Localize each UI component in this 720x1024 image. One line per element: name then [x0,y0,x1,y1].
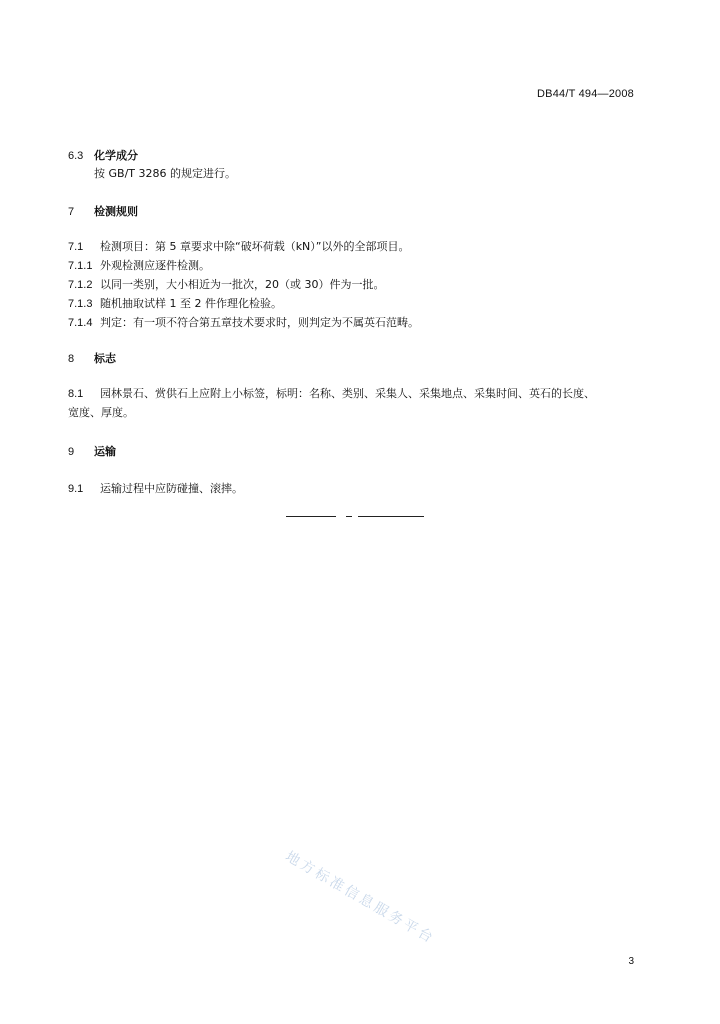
clause-7-1 [68,240,410,254]
clause-number: 7.1.4 [68,317,93,329]
clause-text: 判定：有一项不符合第五章技术要求时，则判定为不属英石范畴。 [100,316,419,329]
clause-number: 8.1 [68,388,84,400]
section-title: 检测规则 [94,205,138,218]
clause-text: 外观检测应逐件检测。 [100,259,210,272]
clause-text: 随机抽取试样 1 至 2 件作理化检验。 [100,297,282,310]
section-7-heading [68,205,138,219]
clause-8-1 [68,387,595,401]
section-6-3-body: 按 GB/T 3286 的规定进行。 [94,167,236,180]
section-number: 8 [68,353,75,365]
clause-number: 7.1.1 [68,260,93,272]
section-title: 运输 [94,445,116,458]
section-8-heading [68,352,116,366]
clause-number: 7.1.3 [68,298,93,310]
end-of-document-rule [286,516,424,517]
section-number: 9 [68,446,75,458]
clause-number: 7.1 [68,241,84,253]
section-title: 化学成分 [94,149,138,162]
section-title: 标志 [94,352,116,365]
clause-number: 9.1 [68,483,84,495]
section-9-heading [68,445,116,459]
clause-7-1-1 [68,259,210,273]
clause-7-1-4 [68,316,419,330]
clause-8-1-continuation: 宽度、厚度。 [68,406,134,419]
clause-9-1 [68,482,243,496]
clause-text: 以同一类别，大小相近为一批次，20（或 30）件为一批。 [100,278,385,291]
section-number: 6.3 [68,150,84,162]
clause-text: 运输过程中应防碰撞、滚摔。 [100,482,243,495]
document-code: DB44/T 494—2008 [537,88,634,100]
clause-7-1-2 [68,278,385,292]
clause-text: 检测项目：第 5 章要求中除“破坏荷载（kN）”以外的全部项目。 [100,240,410,253]
section-number: 7 [68,206,75,218]
clause-number: 7.1.2 [68,279,93,291]
watermark: 地方标准信息服务平台 [282,848,438,948]
page-number: 3 [628,956,634,967]
section-6-3-heading [68,149,138,163]
clause-text: 园林景石、赏供石上应附上小标签，标明：名称、类别、采集人、采集地点、采集时间、英石的长度、 [100,387,595,400]
clause-7-1-3 [68,297,282,311]
